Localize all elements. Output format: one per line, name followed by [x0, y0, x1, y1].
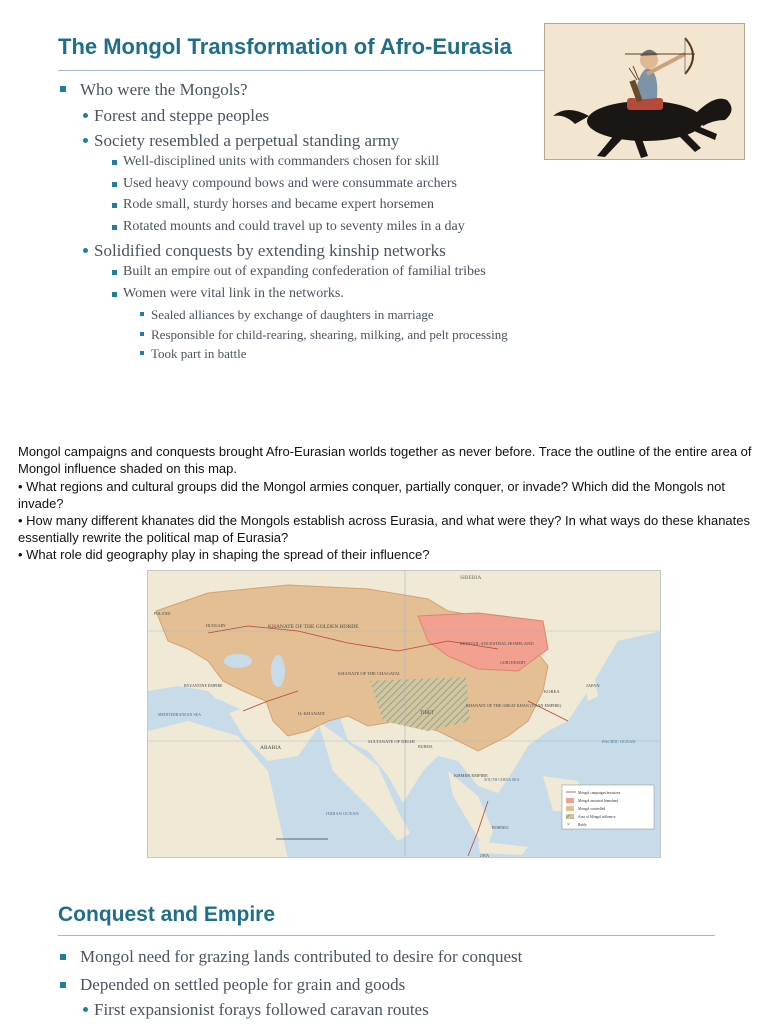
prompt-question: • What role did geography play in shaping the spread of their influence? [18, 547, 430, 562]
bullet-marker [83, 138, 88, 143]
title-rule [58, 935, 715, 936]
mongol-archer-illustration [544, 23, 745, 160]
map-label: ARABIA [260, 745, 282, 751]
map-label: BURMA [418, 744, 433, 749]
mongol-empire-map [147, 570, 661, 858]
prompt-question: • How many different khanates did the Mongols establish across Eurasia, and what were they? In what ways do these khanates essentially rewrite the political map of Eurasia? [18, 513, 750, 545]
bullet-l2: Forest and steppe peoples [94, 106, 270, 125]
bullet-l1: Who were the Mongols? [80, 80, 248, 99]
svg-text:×: × [567, 823, 570, 828]
map-label: KHANATE OF THE CHAGATAI [338, 671, 400, 676]
map-label: TIBET [420, 711, 435, 716]
bullet-l2: Society resembled a perpetual standing army [94, 131, 400, 150]
bullet-marker [60, 982, 66, 988]
bullet-marker [60, 86, 66, 92]
bullet-marker [83, 113, 88, 118]
map-label: BORNEO [492, 825, 509, 830]
bullet-marker [112, 292, 117, 297]
bullet-l3: Built an empire out of expanding confederation of familial tribes [123, 264, 486, 279]
legend-item: Mongol-controlled [578, 807, 606, 811]
bullet-l1: Mongol need for grazing lands contributed to desire for conquest [80, 947, 523, 966]
map-label: PACIFIC OCEAN [602, 739, 636, 744]
prompt-question: • What regions and cultural groups did the Mongol armies conquer, partially conquer, or invade? Which did the Mongols not invade? [18, 479, 725, 511]
bullet-l2: Solidified conquests by extending kinship networks [94, 241, 446, 260]
section-title: Conquest and Empire [58, 903, 276, 926]
map-label: KHANATE OF THE GREAT KHAN (YUAN EMPIRE) [466, 703, 562, 708]
map-label: GOBI DESERT [500, 660, 526, 665]
bullet-l3: Well-disciplined units with commanders chosen for skill [123, 154, 440, 169]
bullet-marker [83, 1007, 88, 1012]
map-label: SIBERIA [460, 575, 482, 581]
bullet-l3: Used heavy compound bows and were consummate archers [123, 176, 457, 191]
bullet-l1: Depended on settled people for grain and goods [80, 975, 406, 994]
bullet-l4: Took part in battle [151, 346, 247, 361]
bullet-l3: Women were vital link in the networks. [123, 286, 344, 301]
map-label: HUNGARY [206, 623, 226, 628]
map-label: SULTANATE OF DELHI [368, 739, 415, 744]
map-label: MONGOL ANCESTRAL HOMELAND [460, 641, 534, 646]
bullet-marker [112, 203, 117, 208]
bullet-marker [140, 312, 144, 316]
map-label: INDIAN OCEAN [326, 811, 359, 816]
map-label: SOUTH CHINA SEA [484, 777, 520, 782]
map-label: BYZANTINE EMPIRE [184, 683, 223, 688]
bullet-l4: Sealed alliances by exchange of daughters in marriage [151, 307, 434, 322]
map-label: JAPAN [586, 683, 600, 688]
legend-item: Area of Mongol influence [578, 815, 616, 819]
prompt-paragraph: Mongol campaigns and conquests brought Afro-Eurasian worlds together as never before. Trace the outline of the entire area of Mongol influence shaded on this map. [18, 444, 752, 476]
bullet-marker [140, 351, 144, 355]
title-rule [58, 70, 544, 71]
section-title: The Mongol Transformation of Afro-Eurasia [58, 34, 512, 59]
bullet-l3: Rode small, sturdy horses and became expert horsemen [123, 197, 435, 212]
bullet-marker [112, 182, 117, 187]
legend-item: Battle [578, 823, 587, 827]
bullet-marker [112, 270, 117, 275]
map-label: MEDITERRANEAN SEA [158, 712, 201, 717]
map-label: KHMER EMPIRE [454, 773, 488, 778]
bullet-l3: Rotated mounts and could travel up to seventy miles in a day [123, 219, 465, 234]
map-label: KHANATE OF THE GOLDEN HORDE [268, 624, 359, 630]
bullet-marker [112, 160, 117, 165]
bullet-l4: Responsible for child-rearing, shearing, milking, and pelt processing [151, 327, 508, 342]
map-label: KOREA [544, 689, 560, 694]
map-label: JAVA [480, 853, 490, 858]
legend-item: Mongol campaigns/invasions [578, 791, 621, 795]
bullet-marker [83, 248, 88, 253]
bullet-marker [112, 225, 117, 230]
bullet-marker [140, 332, 144, 336]
map-label: POLAND [154, 611, 171, 616]
map-label: IL-KHANATE [298, 711, 325, 716]
bullet-l2: First expansionist forays followed caravan routes [94, 1000, 429, 1019]
bullet-marker [60, 954, 66, 960]
legend-item: Mongol ancestral homeland [578, 799, 619, 803]
